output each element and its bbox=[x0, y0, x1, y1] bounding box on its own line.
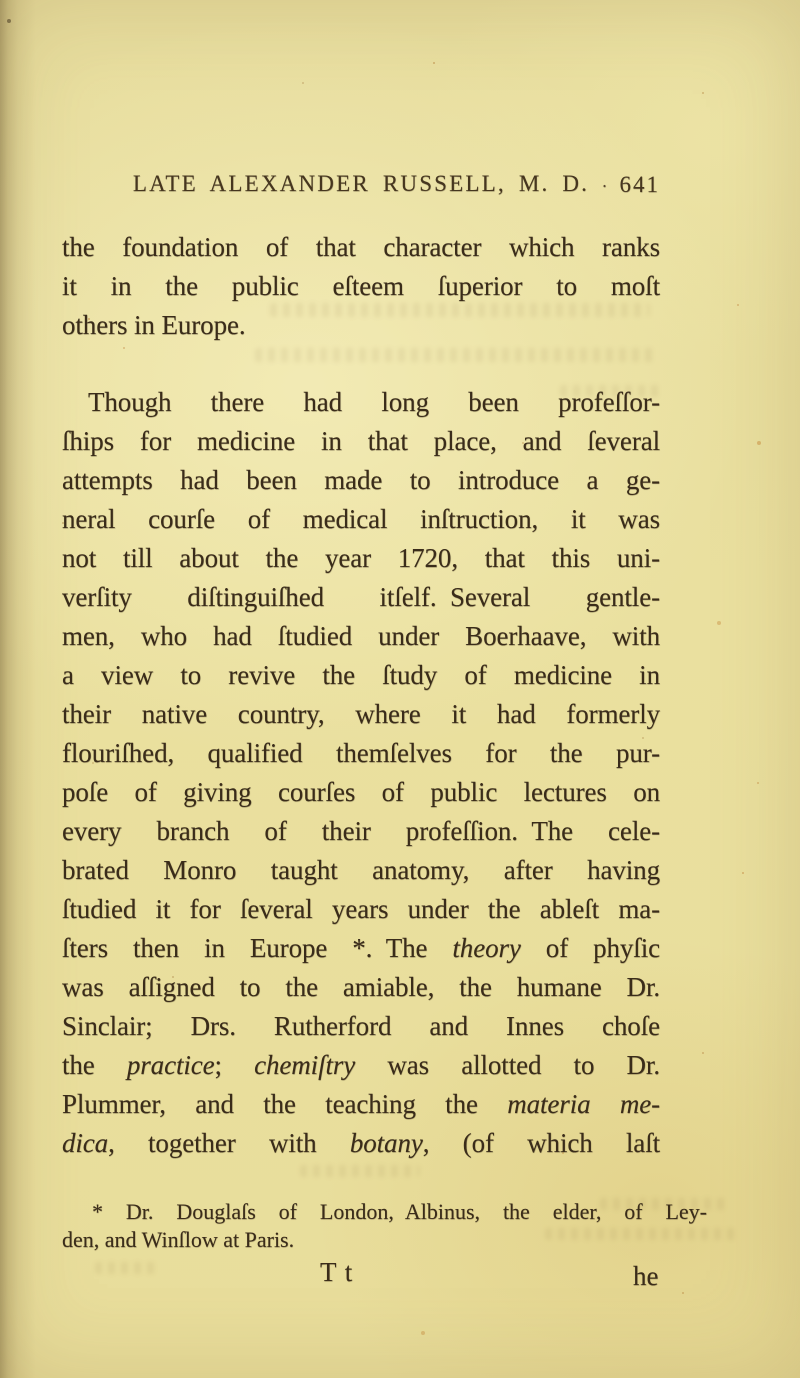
italic-text: dica bbox=[62, 1128, 109, 1158]
catchword: he bbox=[633, 1261, 659, 1291]
text-segment: was allotted to Dr. bbox=[355, 1050, 660, 1080]
text-line bbox=[62, 617, 660, 656]
text-line bbox=[62, 306, 660, 345]
text-line bbox=[62, 734, 660, 773]
text-line bbox=[62, 929, 660, 968]
text-segment: verſity diſtinguiſhed itſelf. Several gentle- bbox=[62, 582, 660, 612]
italic-text: theory bbox=[452, 933, 521, 963]
text-segment: men, who had ſtudied under Boerhaave, with bbox=[62, 621, 660, 651]
text-segment: ſhips for medicine in that place, and ſeveral bbox=[62, 426, 660, 456]
text-segment: others in Europe. bbox=[62, 310, 246, 340]
text-segment: was aſſigned to the amiable, the humane Dr. bbox=[62, 972, 660, 1002]
text-line bbox=[62, 890, 660, 929]
text-line bbox=[62, 773, 660, 812]
text-segment: ; bbox=[214, 1050, 255, 1080]
italic-text: chemiſtry bbox=[254, 1050, 356, 1080]
text-segment: poſe of giving courſes of public lectures on bbox=[62, 777, 660, 807]
text-segment: flouriſhed, qualified themſelves for the pur- bbox=[62, 738, 660, 768]
text-segment: , (of which laſt bbox=[422, 1128, 660, 1158]
page-gutter-shadow bbox=[0, 0, 36, 1378]
paragraph bbox=[62, 228, 660, 345]
footnote bbox=[62, 1198, 707, 1254]
text-segment: the foundation of that character which ranks bbox=[62, 232, 660, 262]
text-line bbox=[62, 383, 660, 422]
page-number-value: 641 bbox=[619, 172, 660, 197]
page-text-block bbox=[62, 228, 660, 1163]
text-line bbox=[62, 228, 660, 267]
text-segment: of phyſic bbox=[520, 933, 660, 963]
text-segment: Sinclair; Drs. Rutherford and Innes choſe bbox=[62, 1011, 660, 1041]
text-segment: Though there had long been profeſſor- bbox=[88, 387, 660, 417]
text-segment: ſtudied it for ſeveral years under the ableſt ma- bbox=[62, 894, 660, 924]
running-head bbox=[62, 171, 660, 201]
show-through-smudge bbox=[300, 1165, 420, 1177]
italic-text: practice bbox=[126, 1050, 215, 1080]
text-line bbox=[62, 539, 660, 578]
text-segment: their native country, where it had formerly bbox=[62, 699, 660, 729]
italic-text: botany bbox=[349, 1128, 423, 1158]
text-line bbox=[62, 1046, 660, 1085]
paragraph bbox=[62, 383, 660, 1163]
italic-text: materia me- bbox=[507, 1089, 660, 1119]
text-line bbox=[62, 422, 660, 461]
text-segment: the bbox=[62, 1050, 127, 1080]
text-line bbox=[62, 851, 660, 890]
text-segment: brated Monro taught anatomy, after having bbox=[62, 855, 660, 885]
text-segment: * Dr. Douglaſs of London, Albinus, the elder, of Ley- bbox=[92, 1199, 707, 1224]
paper-specks bbox=[0, 0, 2, 2]
text-line bbox=[62, 1226, 707, 1254]
text-segment: neral courſe of medical inſtruction, it was bbox=[62, 504, 660, 534]
text-line bbox=[62, 1198, 707, 1226]
text-segment: not till about the year 1720, that this uni- bbox=[62, 543, 660, 573]
text-segment: den, and Winſlow at Paris. bbox=[62, 1227, 295, 1252]
text-line bbox=[62, 1085, 660, 1124]
running-head-title: LATE ALEXANDER RUSSELL, M. D. bbox=[132, 171, 590, 196]
text-segment: it in the public eſteem ſuperior to moſt bbox=[62, 271, 660, 301]
text-line bbox=[62, 656, 660, 695]
text-line bbox=[62, 267, 660, 306]
text-segment: every branch of their profeſſion. The cele- bbox=[62, 816, 660, 846]
page-number-separator: · bbox=[601, 176, 610, 196]
signature-mark: T t bbox=[320, 1257, 354, 1287]
text-segment: , together with bbox=[108, 1128, 350, 1158]
page-number bbox=[602, 172, 661, 198]
text-segment: a view to revive the ſtudy of medicine in bbox=[62, 660, 660, 690]
text-line bbox=[62, 1124, 660, 1163]
text-line bbox=[62, 968, 660, 1007]
text-line bbox=[62, 812, 660, 851]
text-line bbox=[62, 461, 660, 500]
text-segment: attempts had been made to introduce a ge- bbox=[62, 465, 660, 495]
text-segment: Plummer, and the teaching the bbox=[62, 1089, 508, 1119]
text-segment: ſters then in Europe *. The bbox=[62, 933, 453, 963]
text-line bbox=[62, 500, 660, 539]
text-line bbox=[62, 578, 660, 617]
text-line bbox=[62, 695, 660, 734]
text-line bbox=[62, 1007, 660, 1046]
show-through-smudge bbox=[95, 1262, 155, 1274]
